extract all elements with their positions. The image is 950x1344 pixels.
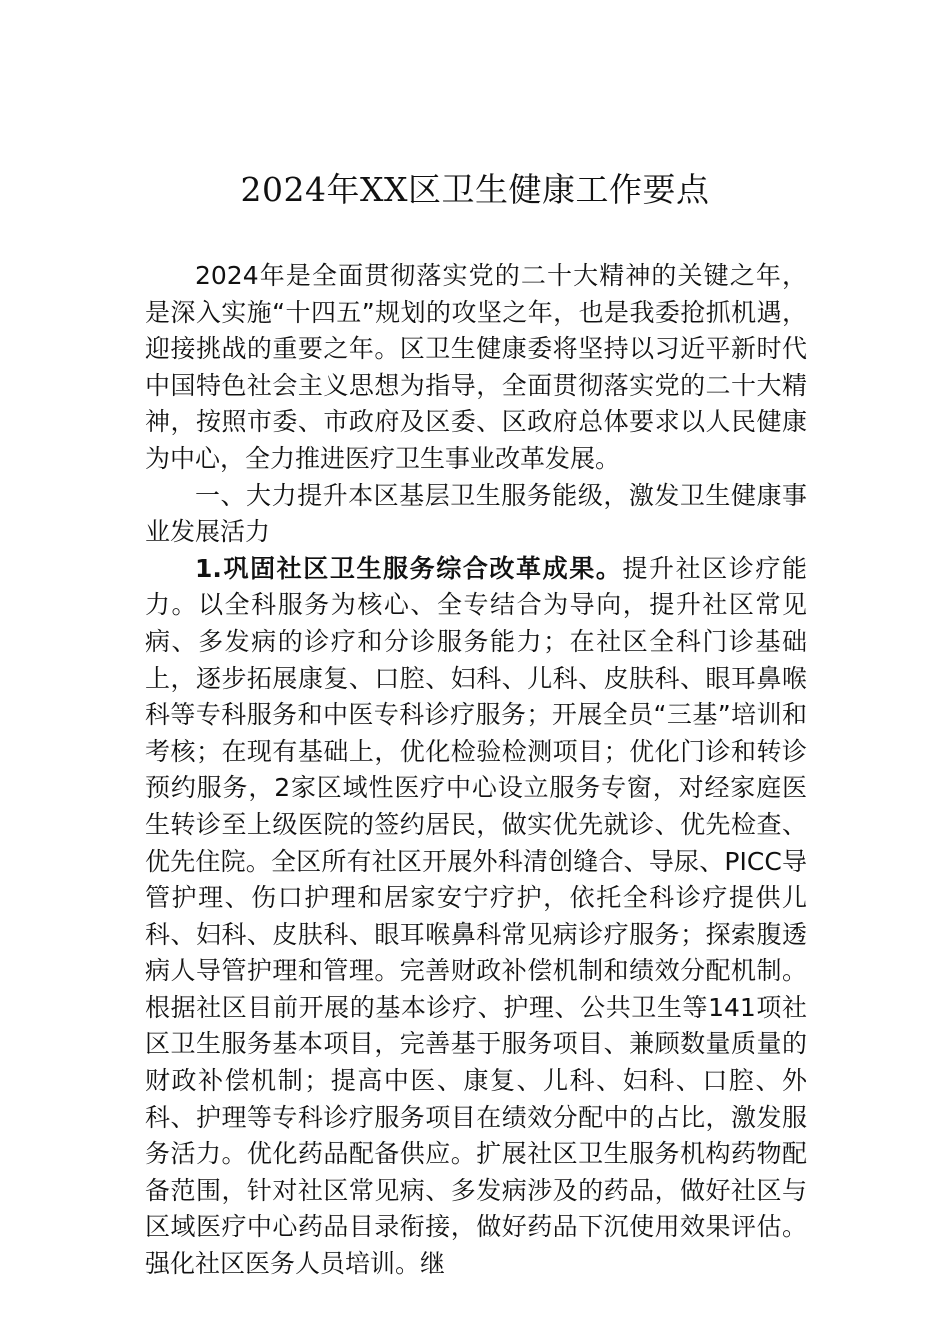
section-heading: 一、大力提升本区基层卫生服务能级，激发卫生健康事业发展活力 (145, 480, 807, 547)
item-title: 1.巩固社区卫生服务综合改革成果。 (195, 553, 623, 583)
document-body (145, 258, 807, 1283)
document-title: 2024年XX区卫生健康工作要点 (240, 170, 710, 209)
item-body: 提升社区诊疗能力。以全科服务为核心、全专结合为导向，提升社区常见病、多发病的诊疗和分诊服务能力；在社区全科门诊基础上，逐步拓展康复、口腔、妇科、儿科、皮肤科、眼耳鼻喉科等专科服务和中医专科诊疗服务；开展全员“三基”培训和考核；在现有基础上，优化检验检测项目；优化门诊和转诊预约服务，2家区域性医疗中心设立服务专窗，对经家庭医生转诊至上级医院的签约居民，做实优先就诊、优先检查、优先住院。全区所有社区开展外科清创缝合、导尿、PICC导管护理、伤口护理和居家安宁疗护，依托全科诊疗提供儿科、妇科、皮肤科、眼耳喉鼻科常见病诊疗服务；探索腹透病人导管护理和管理。完善财政补偿机制和绩效分配机制。根据社区目前开展的基本诊疗、护理、公共卫生等141项社区卫生服务基本项目，完善基于服务项目、兼顾数量质量的财政补偿机制；提高中医、康复、儿科、妇科、口腔、外科、护理等专科诊疗服务项目在绩效分配中的占比，激发服务活力。优化药品配备供应。扩展社区卫生服务机构药物配备范围，针对社区常见病、多发病涉及的药品，做好社区与区域医疗中心药品目录衔接，做好药品下沉使用效果评估。强化社区医务人员培训。继 (145, 553, 807, 1279)
intro-paragraph: 2024年是全面贯彻落实党的二十大精神的关键之年，是深入实施“十四五”规划的攻坚之年，也是我委抢抓机遇，迎接挑战的重要之年。区卫生健康委将坚持以习近平新时代中国特色社会主义思想为指导，全面贯彻落实党的二十大精神，按照市委、市政府及区委、区政府总体要求以人民健康为中心，全力推进医疗卫生事业改革发展。 (145, 261, 807, 473)
item-paragraph (145, 551, 807, 1283)
